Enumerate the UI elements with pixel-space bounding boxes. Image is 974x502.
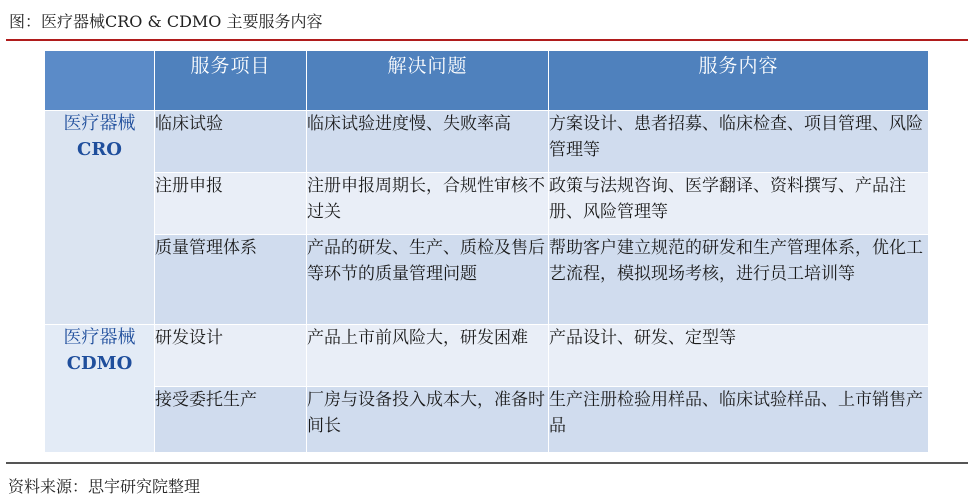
header-service-content: 服务内容 [549,51,929,111]
problem-text: 产品上市前风险大，研发困难 [307,325,549,387]
service-item: 研发设计 [155,325,307,387]
service-item: 注册申报 [155,173,307,235]
table-row [45,111,929,173]
header-corner-cell [45,51,155,111]
service-item: 临床试验 [155,111,307,173]
header-service-item: 服务项目 [155,51,307,111]
header-problem-solved: 解决问题 [307,51,549,111]
group-label-en: CRO [77,139,122,160]
table-row [45,235,929,325]
content-text: 政策与法规咨询、医学翻译、资料撰写、产品注册、风险管理等 [549,173,929,235]
source-note: 资料来源：思宇研究院整理 [8,477,201,496]
table-row [45,325,929,387]
table-header-row [45,51,929,111]
service-item: 质量管理体系 [155,235,307,325]
problem-text: 临床试验进度慢、失败率高 [307,111,549,173]
group-label-en: CDMO [66,353,133,374]
group-label-cro [45,111,155,325]
figure-caption: 图：医疗器械CRO & CDMO 主要服务内容 [9,12,323,31]
content-text: 方案设计、患者招募、临床检查、项目管理、风险管理等 [549,111,929,173]
table-row [45,173,929,235]
problem-text: 产品的研发、生产、质检及售后等环节的质量管理问题 [307,235,549,325]
content-text: 帮助客户建立规范的研发和生产管理体系，优化工艺流程，模拟现场考核，进行员工培训等 [549,235,929,325]
source-divider [6,462,968,464]
service-item: 接受委托生产 [155,387,307,453]
group-label-cdmo [45,325,155,453]
services-table [44,50,929,453]
problem-text: 注册申报周期长，合规性审核不过关 [307,173,549,235]
content-text: 产品设计、研发、定型等 [549,325,929,387]
content-text: 生产注册检验用样品、临床试验样品、上市销售产品 [549,387,929,453]
problem-text: 厂房与设备投入成本大，准备时间长 [307,387,549,453]
group-label-cn: 医疗器械 [63,327,136,348]
group-label-cn: 医疗器械 [63,113,136,134]
caption-divider [6,39,968,41]
table-row [45,387,929,453]
